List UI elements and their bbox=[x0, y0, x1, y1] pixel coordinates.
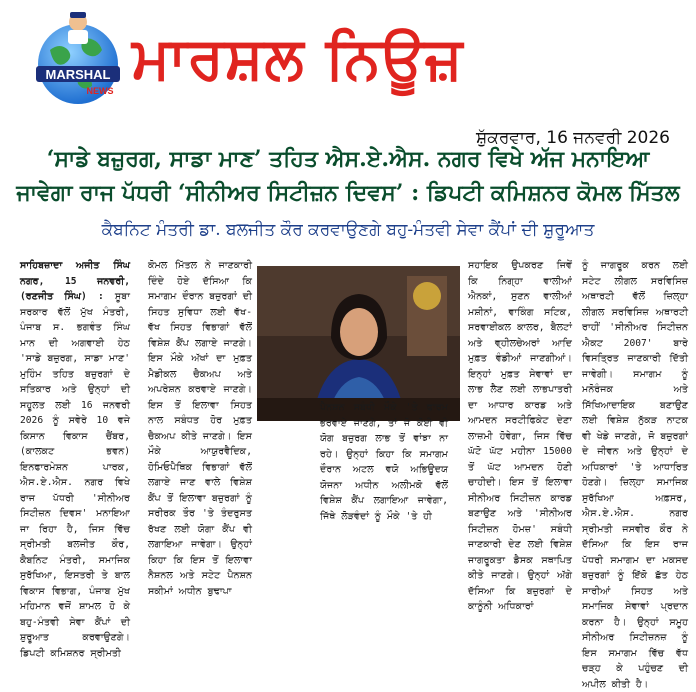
article-photo bbox=[257, 266, 460, 421]
logo-subtext: NEWS bbox=[86, 86, 114, 96]
article-column-1-text: ਸੂਬਾ ਸਰਕਾਰ ਵੱਲੋਂ ਮੁੱਖ ਮੰਤਰੀ, ਪੰਜਾਬ ਸ. ਭਗਵੰਤ ਸਿੰਘ ਮਾਨ ਦੀ ਅਗਵਾਈ ਹੇਠ 'ਸਾਡੇ ਬਜ਼ੁਰਗ, ਸਾਡਾ ਮਾਣ' ਮੁਹਿੰਮ ਤਹਿਤ ਬਜ਼ੁਰਗਾਂ ਦੇ ਸਤਿਕਾਰ ਅਤੇ ਉਨ੍ਹਾਂ ਦੀ ਸਹੂਲਤ ਲਈ 16 ਜਨਵਰੀ 2026 ਨੂੰ ਸਵੇਰੇ 10 ਵਜੇ ਕਿਸਾਨ ਵਿਕਾਸ ਚੈਂਬਰ, (ਕਾਲਕਟ ਭਵਨ) ਇਨਫਾਰਮੇਸ਼ਨ ਪਾਰਕ, ਐਸ.ਏ.ਐਸ. ਨਗਰ ਵਿਖੇ ਰਾਜ ਪੱਧਰੀ 'ਸੀਨੀਅਰ ਸਿਟੀਜ਼ਨ ਦਿਵਸ' ਮਨਾਇਆ ਜਾ ਰਿਹਾ ਹੈ, ਜਿਸ ਵਿੱਚ ਸ੍ਰੀਮਤੀ ਬਲਜੀਤ ਕੌਰ, ਕੈਬਨਿਟ ਮੰਤਰੀ, ਸਮਾਜਿਕ ਸੁਰੱਖਿਆ, ਇਸਤਰੀ ਤੇ ਬਾਲ ਵਿਕਾਸ ਵਿਭਾਗ, ਪੰਜਾਬ ਮੁੱਖ ਮਹਿਮਾਨ ਵਜੋਂ ਸ਼ਾਮਲ ਹੋ ਕੇ ਬਹੁ-ਮੰਤਵੀ ਸੇਵਾ ਕੈਂਪਾਂ ਦੀ ਸ਼ੁਰੂਆਤ ਕਰਵਾਉਣਗੇ। ਡਿਪਟੀ ਕਮਿਸ਼ਨਰ ਸ੍ਰੀਮਤੀ bbox=[20, 291, 131, 659]
logo-text: MARSHAL bbox=[45, 67, 111, 82]
headline-line-2: ਜਾਵੇਗਾ ਰਾਜ ਪੱਧਰੀ ‘ਸੀਨੀਅਰ ਸਿਟੀਜ਼ਨ ਦਿਵਸ’ : ਡਿਪਟੀ ਕਮਿਸ਼ਨਰ ਕੋਮਲ ਮਿੱਤਲ bbox=[16, 180, 680, 206]
article-column-4: ਸਹਾਇਕ ਉਪਕਰਣ ਜਿਵੇਂ ਕਿ ਨਿਗ੍ਹਾ ਵਾਲੀਆਂ ਐਨਕਾਂ, ਸੁਣਨ ਵਾਲੀਆਂ ਮਸ਼ੀਨਾਂ, ਵਾਕਿੰਗ ਸਟਿਕ, ਸਰਵਾਈਕਲ ਕਾਲਰ, ਬੈਲਟਾਂ ਅਤੇ ਵ੍ਹੀਲਚੇਅਰਾਂ ਆਦਿ ਮੁਫ਼ਤ ਵੰਡੀਆਂ ਜਾਣਗੀਆਂ। ਇਨ੍ਹਾਂ ਮੁਫ਼ਤ ਸੇਵਾਵਾਂ ਦਾ ਲਾਭ ਲੈਣ ਲਈ ਲਾਭਪਾਤਰੀ ਦਾ ਆਧਾਰ ਕਾਰਡ ਅਤੇ ਆਮਦਨ ਸਰਟੀਫਿਕੇਟ ਦੇਣਾ ਲਾਜ਼ਮੀ ਹੋਵੇਗਾ, ਜਿਸ ਵਿੱਚ ਘੱਟੋ ਘੱਟ ਮਹੀਨਾ 15000 ਤੋਂ ਘੱਟ ਆਮਦਨ ਹੋਣੀ ਚਾਹੀਦੀ। ਇਸ ਤੋਂ ਇਲਾਵਾ ਸੀਨੀਅਰ ਸਿਟੀਜ਼ਨ ਕਾਰਡ ਬਣਾਉਣ ਅਤੇ 'ਸੀਨੀਅਰ ਸਿਟੀਜ਼ਨ ਹੋਮਜ਼' ਸਬੰਧੀ ਜਾਣਕਾਰੀ ਦੇਣ ਲਈ ਵਿਸ਼ੇਸ਼ ਜਾਗਰੂਕਤਾ ਡੈਸਕ ਸਥਾਪਿਤ ਕੀਤੇ ਜਾਣਗੇ। ਉਨ੍ਹਾਂ ਅੱਗੇ ਦੱਸਿਆ ਕਿ ਬਜ਼ੁਰਗਾਂ ਦੇ ਕਾਨੂੰਨੀ ਅਧਿਕਾਰਾਂ bbox=[468, 260, 572, 612]
official-portrait-image bbox=[257, 266, 460, 421]
article-column-1 bbox=[20, 258, 131, 659]
brand-logo bbox=[30, 8, 126, 112]
article-column-2: ਕੋਮਲ ਮਿੱਤਲ ਨੇ ਜਾਣਕਾਰੀ ਦਿੰਦੇ ਹੋਏ ਦੱਸਿਆ ਕਿ ਸਮਾਗਮ ਦੌਰਾਨ ਬਜ਼ੁਰਗਾਂ ਦੀ ਸਿਹਤ ਸੁਵਿਧਾ ਲਈ ਵੱਖ-ਵੱਖ ਸਿਹਤ ਵਿਭਾਗਾਂ ਵੱਲੋਂ ਵਿਸ਼ੇਸ਼ ਕੈਂਪ ਲਗਾਏ ਜਾਣਗੇ। ਇਸ ਮੌਕੇ ਅੱਖਾਂ ਦਾ ਮੁਫ਼ਤ ਮੈਡੀਕਲ ਚੈਕਅਪ ਅਤੇ ਅਪਰੇਸ਼ਨ ਕਰਵਾਏ ਜਾਣਗੇ। ਇਸ ਤੋਂ ਇਲਾਵਾ ਸਿਹਤ ਨਾਲ ਸਬੰਧਤ ਹੋਰ ਮੁਫ਼ਤ ਚੈਕਅਪ ਕੀਤੇ ਜਾਣਗੇ। ਇਸ ਮੌਕੇ ਆਯੁਰਵੈਦਿਕ, ਹੋਮਿਓਪੈਥਿਕ ਵਿਭਾਗਾਂ ਵੱਲੋਂ ਲਗਾਏ ਜਾਣ ਵਾਲੇ ਵਿਸ਼ੇਸ਼ ਕੈਂਪ ਤੋਂ ਇਲਾਵਾ ਬਜ਼ੁਰਗਾਂ ਨੂੰ ਸਰੀਰਕ ਤੌਰ 'ਤੇ ਤੰਦਰੁਸਤ ਰੱਖਣ ਲਈ ਯੋਗਾ ਕੈਂਪ ਵੀ ਲਗਾਇਆ ਜਾਵੇਗਾ। ਉਨ੍ਹਾਂ ਕਿਹਾ ਕਿ ਇਸ ਤੋਂ ਇਲਾਵਾ ਨੈਸ਼ਨਲ ਅਤੇ ਸਟੇਟ ਪੈਨਸ਼ਨ ਸਕੀਮਾਂ ਅਧੀਨ ਬੁਢਾਪਾ bbox=[148, 260, 252, 597]
article-column-5: ਨੂੰ ਜਾਗਰੂਕ ਕਰਨ ਲਈ ਸਟੇਟ ਲੀਗਲ ਸਰਵਿਸਿਜ਼ ਅਥਾਰਟੀ ਵੱਲੋਂ ਜ਼ਿਲ੍ਹਾ ਲੀਗਲ ਸਰਵਿਸਿਜ਼ ਅਥਾਰਟੀ ਰਾਹੀਂ 'ਸੀਨੀਅਰ ਸਿਟੀਜ਼ਨ ਐਕਟ 2007' ਬਾਰੇ ਵਿਸਤ੍ਰਿਤ ਜਾਣਕਾਰੀ ਦਿੱਤੀ ਜਾਵੇਗੀ। ਸਮਾਗਮ ਨੂੰ ਮਨੋਰੰਜਕ ਅਤੇ ਸਿੱਖਿਆਦਾਇਕ ਬਣਾਉਣ ਲਈ ਵਿਸ਼ੇਸ਼ ਨੁੱਕੜ ਨਾਟਕ ਵੀ ਖੇਡੇ ਜਾਣਗੇ, ਜੋ ਬਜ਼ੁਰਗਾਂ ਦੇ ਜੀਵਨ ਅਤੇ ਉਨ੍ਹਾਂ ਦੇ ਅਧਿਕਾਰਾਂ 'ਤੇ ਆਧਾਰਿਤ ਹੋਣਗੇ। ਜ਼ਿਲ੍ਹਾ ਸਮਾਜਿਕ ਸੁਰੱਖਿਆ ਅਫ਼ਸਰ, ਐਸ.ਏ.ਐਸ. ਨਗਰ ਸ੍ਰੀਮਤੀ ਜਸਵੀਰ ਕੌਰ ਨੇ ਦੱਸਿਆ ਕਿ ਇਸ ਰਾਜ ਪੱਧਰੀ ਸਮਾਗਮ ਦਾ ਮਕਸਦ ਬਜ਼ੁਰਗਾਂ ਨੂੰ ਇੱਕੋ ਛੱਤ ਹੇਠ ਸਾਰੀਆਂ ਸਿਹਤ ਅਤੇ ਸਮਾਜਿਕ ਸੇਵਾਵਾਂ ਪ੍ਰਦਾਨ ਕਰਨਾ ਹੈ। ਉਨ੍ਹਾਂ ਸਮੂਹ ਸੀਨੀਅਰ ਸਿਟੀਜ਼ਨਜ਼ ਨੂੰ ਇਸ ਸਮਾਗਮ ਵਿੱਚ ਵੱਧ ਚੜ੍ਹ ਕੇ ਪਹੁੰਚਣ ਦੀ ਅਪੀਲ ਕੀਤੀ ਹੈ। bbox=[582, 260, 688, 690]
headline-line-1: ‘ਸਾਡੇ ਬਜ਼ੁਰਗ, ਸਾਡਾ ਮਾਣ’ ਤਹਿਤ ਐਸ.ਏ.ਐਸ. ਨਗਰ ਵਿਖੇ ਅੱਜ ਮਨਾਇਆ bbox=[46, 146, 650, 172]
article-column-3: ਪੈਨਸ਼ਨ ਸਬੰਧੀ ਮੌਕੇ 'ਤੇ ਫਾਰਮ ਭਰਵਾਏ ਜਾਣਗੇ, ਤਾਂ ਜੋ ਕੋਈ ਵੀ ਯੋਗ ਬਜ਼ੁਰਗ ਲਾਭ ਤੋਂ ਵਾਂਝਾ ਨਾ ਰਹੇ। ਉਨ੍ਹਾਂ ਕਿਹਾ ਕਿ ਸਮਾਗਮ ਦੌਰਾਨ ਅਟਲ ਵਯੋ ਅਭਿਊਦਯ ਯੋਜਨਾ ਅਧੀਨ ਅਲੀਮਕੋ ਵੱਲੋਂ ਵਿਸ਼ੇਸ਼ ਕੈਂਪ ਲਗਾਇਆ ਜਾਵੇਗਾ, ਜਿੱਥੇ ਲੋੜਵੰਦਾਂ ਨੂੰ ਮੌਕੇ 'ਤੇ ਹੀ bbox=[320, 402, 448, 522]
article-dateline: ਸਾਹਿਬਜ਼ਾਦਾ ਅਜੀਤ ਸਿੰਘ ਨਗਰ, 15 ਜਨਵਰੀ, (ਰਣਜੀਤ ਸਿੰਘ) : bbox=[20, 260, 130, 302]
subheadline: ਕੈਬਨਿਟ ਮੰਤਰੀ ਡਾ. ਬਲਜੀਤ ਕੌਰ ਕਰਵਾਉਣਗੇ ਬਹੁ-ਮੰਤਵੀ ਸੇਵਾ ਕੈਂਪਾਂ ਦੀ ਸ਼ੁਰੂਆਤ bbox=[101, 220, 595, 240]
publication-date: ਸ਼ੁੱਕਰਵਾਰ, 16 ਜਨਵਰੀ 2026 bbox=[475, 128, 670, 148]
masthead-title: ਮਾਰਸ਼ਲ ਨਿਊਜ਼ bbox=[132, 24, 464, 92]
globe-icon bbox=[30, 8, 126, 112]
